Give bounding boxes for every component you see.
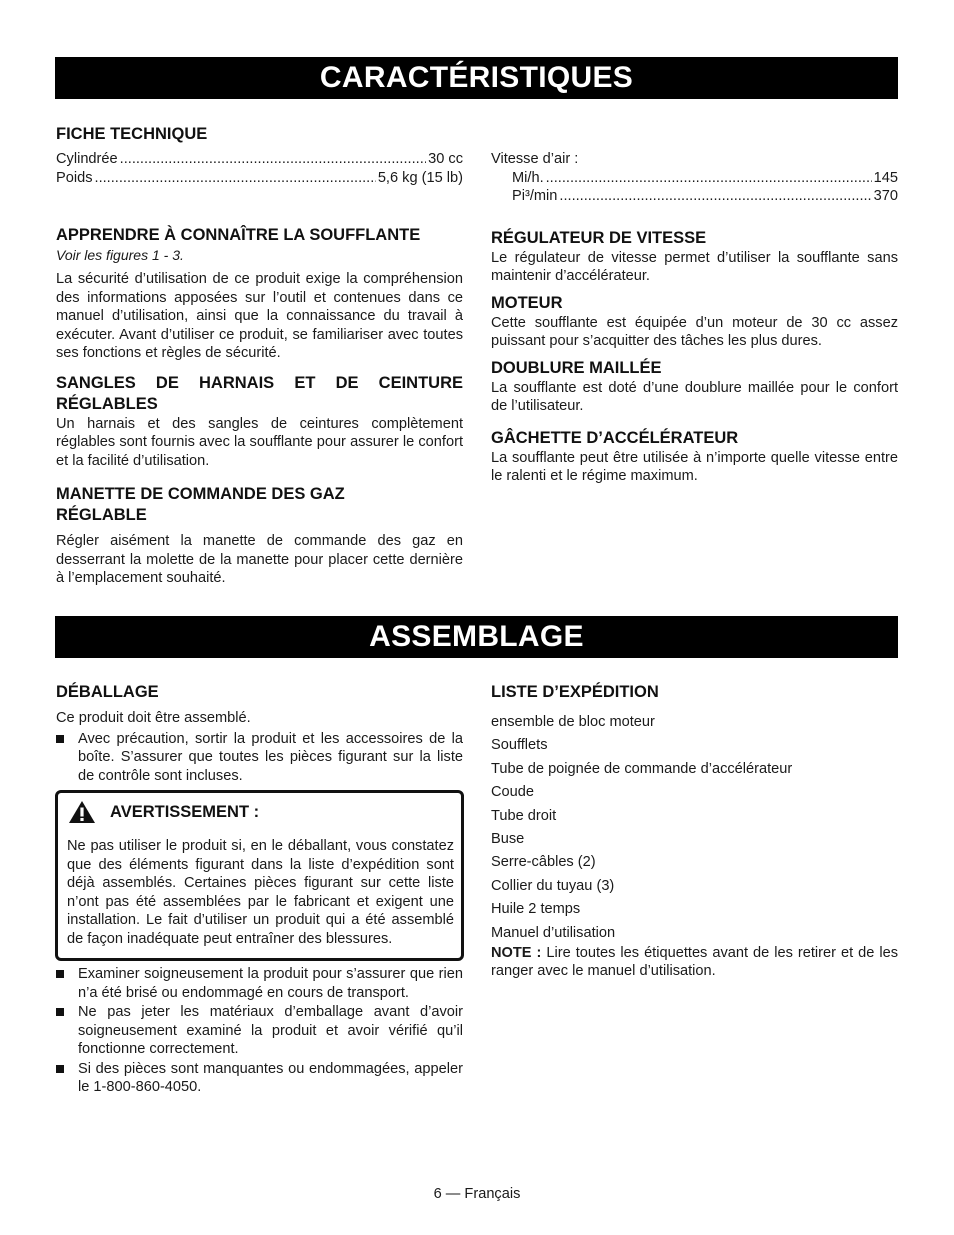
air-spec-row xyxy=(491,169,898,188)
deballage-intro: Ce produit doit être assemblé. xyxy=(56,710,251,726)
list-item: Tube de poignée de commande d’accélérateur xyxy=(491,760,793,777)
manette-title: MANETTE DE COMMANDE DES GAZ RÉGLABLE xyxy=(56,485,345,524)
spec-label: Cylindrée xyxy=(56,151,118,167)
deballage-section xyxy=(56,682,463,785)
apprendre-title: APPRENDRE À CONNAÎTRE LA SOUFFLANTE xyxy=(56,226,421,244)
spec-value: 30 cc xyxy=(428,151,463,167)
list-item: Collier du tuyau (3) xyxy=(491,877,615,894)
leader-dots xyxy=(120,150,426,169)
moteur-body: Cette soufflante est équipée d’un moteur de 30 cc assez puissant pour s’acquitter des tâches les plus dures. xyxy=(491,314,898,349)
list-item: Coude xyxy=(491,784,535,801)
warning-box xyxy=(55,790,464,961)
air-spec-row xyxy=(491,187,898,206)
list-item: ensemble de bloc moteur xyxy=(491,714,655,730)
right-column-features xyxy=(491,150,898,486)
spec-label: Pi³/min xyxy=(512,188,558,204)
spec-value: 5,6 kg (15 lb) xyxy=(377,169,463,186)
apprendre-body: La sécurité d’utilisation de ce produit exige la compréhension des informations apposées sur l’outil et contenues dans ce manuel d’utilisation, ainsi que la connaissance du travail à exécuter. Avant d’utiliser ce produit, se familiariser avec toutes ses fonctions et règles de sécurité. xyxy=(56,271,463,361)
deballage-bullets xyxy=(56,965,463,1097)
bullet-square-icon xyxy=(56,730,78,786)
spec-value: 145 xyxy=(873,169,898,186)
liste-expedition-section xyxy=(491,682,898,981)
list-item xyxy=(56,965,463,1002)
bullet-square-icon xyxy=(56,1003,78,1059)
note xyxy=(491,944,898,981)
bullet-text: Si des pièces sont manquantes ou endommagées, appeler le 1-800-860-4050. xyxy=(78,1060,463,1095)
warning-body: Ne pas utiliser le produit si, en le déballant, vous constatez que des éléments figurant dans la liste d’expédition sont déjà assemblés. Certaines pièces figurant sur cette liste n’ont pas été assemblées par le fabricant et exigent une installation. Le fait d’utiliser un produit qui a été assemblé de façon inadéquate peut entraîner des blessures. xyxy=(67,838,454,947)
section-banner-caracteristiques: CARACTÉRISTIQUES xyxy=(55,57,898,99)
list-item: Manuel d’utilisation xyxy=(491,924,616,941)
list-item xyxy=(56,1060,463,1097)
spec-row xyxy=(56,169,463,188)
list-item: Soufflets xyxy=(491,737,548,754)
list-item: Tube droit xyxy=(491,807,557,824)
page-footer: 6 — Français xyxy=(433,1186,521,1202)
bullet-square-icon xyxy=(56,1060,78,1097)
list-item xyxy=(56,1003,463,1059)
doublure-title: DOUBLURE MAILLÉE xyxy=(491,358,662,377)
spec-label: Poids xyxy=(56,169,93,186)
bullet-text: Examiner soigneusement la produit pour s’assurer que rien n’a été brisé ou endommagé en cours de transport. xyxy=(78,966,463,1001)
sangles-body: Un harnais et des sangles de ceintures complètement réglables sont fournis avec la soufflante pour assurer le confort et la facilité d’utilisation. xyxy=(56,415,463,469)
leader-dots xyxy=(559,187,871,206)
list-item: Huile 2 temps xyxy=(491,901,581,918)
fiche-title: FICHE TECHNIQUE xyxy=(56,125,208,143)
deballage-title: DÉBALLAGE xyxy=(56,683,159,701)
left-column-features xyxy=(56,124,463,588)
gachette-title: GÂCHETTE D’ACCÉLÉRATEUR xyxy=(491,428,739,447)
leader-dots xyxy=(546,169,872,188)
bullet-square-icon xyxy=(56,965,78,1002)
gachette-body: La soufflante peut être utilisée à n’importe quelle vitesse entre le ralenti et le régime maximum. xyxy=(491,449,898,484)
liste-title: LISTE D’EXPÉDITION xyxy=(491,683,659,701)
warning-title: AVERTISSEMENT : xyxy=(110,802,260,821)
section-banner-assemblage: ASSEMBLAGE xyxy=(55,616,898,658)
moteur-title: MOTEUR xyxy=(491,293,563,312)
note-text: Lire toutes les étiquettes avant de les retirer et de les ranger avec le manuel d’utilisation. xyxy=(491,944,898,980)
warning-triangle-icon xyxy=(68,800,96,824)
note-label: NOTE : xyxy=(491,944,542,961)
list-item: Buse xyxy=(491,830,525,847)
list-item xyxy=(56,730,463,786)
bullet-text: Avec précaution, sortir la produit et les accessoires de la boîte. S’assurer que toutes les pièces figurant sur la liste de contrôle sont incluses. xyxy=(78,730,463,784)
bullet-text: Ne pas jeter les matériaux d’emballage avant d’avoir soigneusement examiné la produit et avoir vérifié qu’il fonctionne correctement. xyxy=(78,1004,463,1057)
warning-header xyxy=(68,800,259,824)
doublure-body: La soufflante est doté d’une doublure maillée pour le confort de l’utilisateur. xyxy=(491,379,898,414)
regulateur-title: RÉGULATEUR DE VITESSE xyxy=(491,228,707,247)
air-speed-label: Vitesse d’air : xyxy=(491,151,579,167)
manette-body: Régler aisément la manette de commande des gaz en desserrant la molette de la manette pour placer cette dernière à l’emplacement souhaité. xyxy=(56,533,463,586)
spec-row xyxy=(56,150,463,169)
spec-value: 370 xyxy=(873,188,898,204)
packing-list xyxy=(491,713,898,944)
leader-dots xyxy=(95,169,376,188)
spec-label: Mi/h. xyxy=(512,169,544,186)
regulateur-body: Le régulateur de vitesse permet d’utiliser la soufflante sans maintenir d’accélérateur. xyxy=(491,249,898,284)
list-item: Serre-câbles (2) xyxy=(491,854,596,871)
sangles-title: SANGLES DE HARNAIS ET DE CEINTURE RÉGLABLES xyxy=(56,373,463,413)
apprendre-subtitle: Voir les figures 1 - 3. xyxy=(56,247,184,263)
